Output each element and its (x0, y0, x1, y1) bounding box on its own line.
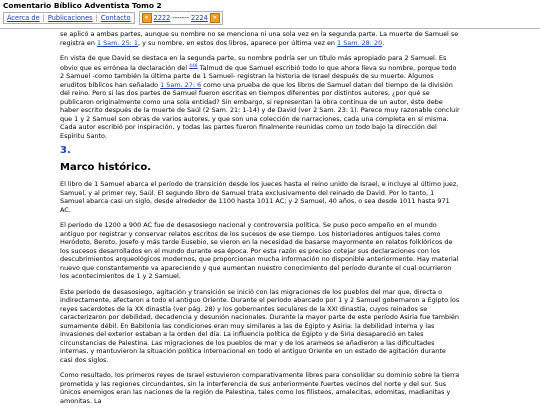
text: como una prueba de que los libros de Samuel datan del tiempo de la división del reino. Pero si las dos partes de Samuel fueron escritas en tiempos diferentes por distintos autores, ¿por qué se publicaron originalmente como una sola entidad? Sin embargo, si representan la obra continua de un autor, éste debe haber escrito después de la muerte de Saúl (2 Sam. 21: 1-14) y de David (ver 2 Sam. 23: 1). Parece muy razonable concluir que 1 y 2 Samuel son obras de varios autores, y que son una colección de narraciones, cada una completa en sí misma. Cada autor escribió por inspiración, y todas las partes fueron finalmente reunidas como un todo bajo la dirección del Espíritu Santo. (60, 80, 460, 140)
nav-bar (3, 12, 223, 24)
paragraph (60, 30, 460, 47)
forward-arrow-icon[interactable]: » (210, 13, 220, 23)
prev-page-separator: ------- (172, 14, 189, 22)
paragraph (60, 54, 460, 140)
bible-reference-link[interactable]: 1 Sam. 27: 6 (160, 80, 202, 89)
nav-divider: | (95, 14, 98, 22)
page-reference-link[interactable]: 448 (189, 63, 198, 69)
app-title: Comentario Bíblico Adventista Tomo 2 (3, 1, 162, 10)
nav-links (3, 12, 135, 24)
bible-reference-link[interactable]: 1 Sam. 25: 1 (96, 38, 138, 47)
prev-page-link[interactable]: 2222 (153, 14, 171, 22)
paragraph: El período de 1200 a 900 AC fue de desasosiego nacional y controversia política. Se puso poco empeño en el mundo antiguo por registrar y conservar relatos escritos de los sucesos de ese tiempo. Los historiadores antiguos tales como Heródoto, Beroto, Josefo y más tarde Eusebio, se vieron en la necesidad de basarse mayormente en relatos folklóricos de los sucesos desarrollados en el mundo durante esa época. Por esta razón es preciso cotejar sus declaraciones con los descubrimientos arqueológicos modernos, que proporcionan mucha información no disponible anteriormente. Hay material nuevo que constantemente va apareciendo y que aumentan nuestro conocimiento del período durante el cual ocurrieron los acontecimientos de 1 y 2 Samuel. (60, 221, 459, 281)
text: , y su nombre, en estos dos libros, aparece por última vez en (138, 38, 338, 47)
nav-divider: | (42, 14, 45, 22)
section-title: Marco histórico. (60, 161, 152, 173)
page-navigation (139, 11, 223, 25)
back-arrow-icon[interactable]: « (142, 13, 152, 23)
about-link[interactable]: Acerca de (7, 14, 40, 22)
publications-link[interactable]: Publicaciones (47, 14, 93, 22)
paragraph: Como resultado, los primeros reyes de Israel estuvieron comparativamente libres para consolidar su dominio sobre la tierra prometida y las regiones circundantes, sin la interferencia de sus anteriormente fuertes vecinos del norte y del sur. Sus únicos enemigos eran las naciones de la región de Palestina, tales como los filisteos, amalecitas, edomitas, madianitas y amonitas. La (60, 371, 460, 405)
page-header (0, 0, 540, 29)
main-content (60, 30, 460, 412)
contact-link[interactable]: Contacto (100, 14, 131, 22)
paragraph: El libro de 1 Samuel abarca el período de transición desde los jueces hasta el reino unido de Israel, e incluye al último juez, Samuel, y al primer rey, Saúl. El segundo libro de Samuel trata exclusivamente del reinado de David. Por lo tanto, 1 Samuel abarca casi un siglo, desde alrededor de 1100 hasta 1011 AC; y 2 Samuel, 40 años, o sea desde 1011 hasta 971 AC. (60, 180, 459, 214)
text: Talmud de que Samuel escribió todo lo que ahora lleva su nombre, porque todo 2 Samuel -como también la última parte de 1 Samuel- registran la historia de Israel después de su muerte. Algunos eruditos bíblicos han señalado (60, 63, 457, 89)
next-page-link[interactable]: 2224 (190, 14, 208, 22)
text: . (382, 38, 385, 47)
text: En vista de que David se destaca en la segunda parte, su nombre podría ser un título más apropiado para 2 Samuel. Es obvio que es errónea la declaración del (60, 54, 447, 72)
paragraph: Este período de desasosiego, agitación y transición se inició con las migraciones de los pueblos del mar que, directa o indirectamente, afectaron a todo el antiguo Oriente. Durante el período abarcado por 1 y 2 Samuel gobernaron a Egipto los reyes sacerdotes de la XX dinastía (ver pág. 28) y los gobernantes seculares de la XXI dinastía, cuyos reinados se caracterizaron por debilidad, decadencia y desunión nacionales. Durante la mayor parte de este período Asiria fue también sumamente débil. En Babilonia las condiciones eran muy similares a las de Egipto y Asiria: la debilidad interna y las invasiones del exterior estaban a la orden del día. La influencia política de Egipto y de Siria desapareció en tales circunstancias de Palestina. Las migraciones de los pueblos de mar y de los arameos se añadieron a las dificultades internas, y mantuvieron la situación política internacional en todo el antiguo Oriente en un estado de agitación durante casi dos siglos. (60, 287, 460, 364)
text: se aplicó a ambas partes, aunque su nombre no se menciona ni una sola vez en la segunda parte. La muerte de Samuel se registra en (60, 30, 459, 47)
bible-reference-link[interactable]: 1 Sam. 28: 20 (337, 38, 383, 47)
section-number: 3. (60, 145, 71, 157)
page-nav-box (139, 11, 223, 25)
